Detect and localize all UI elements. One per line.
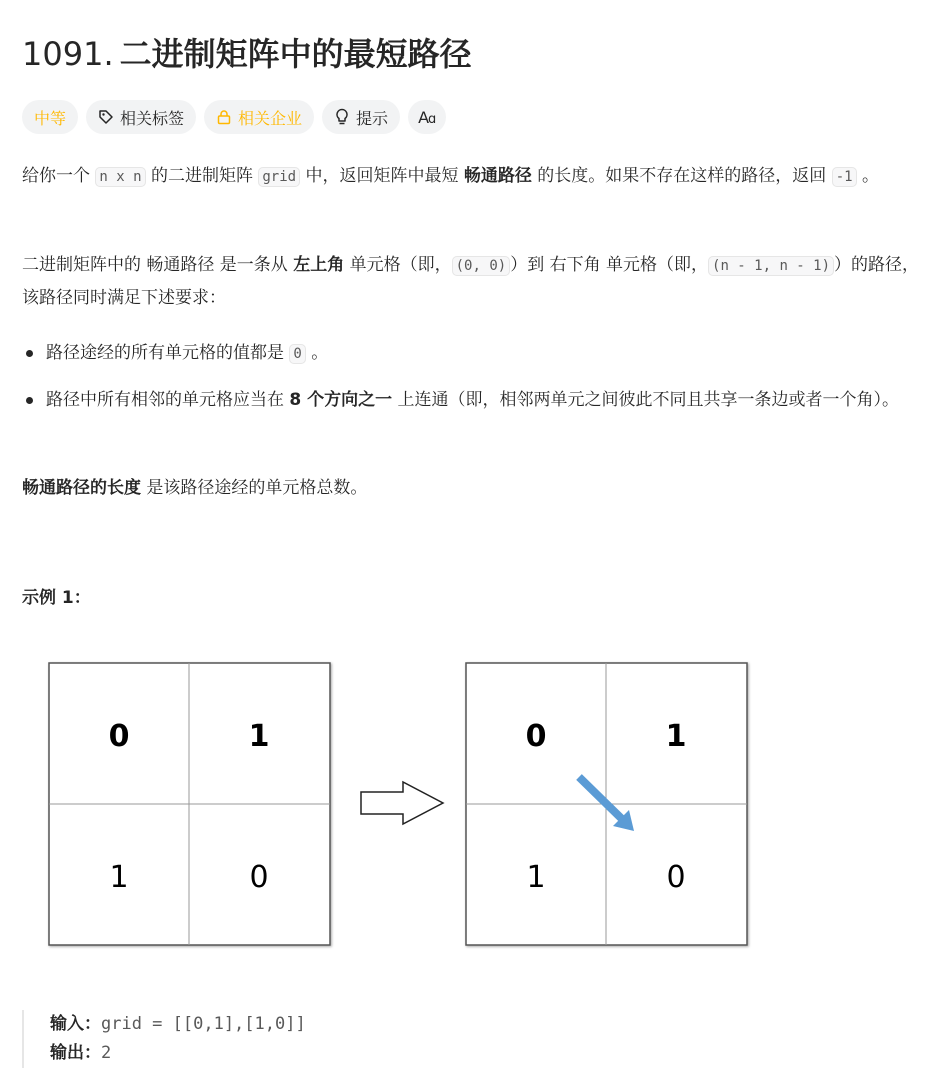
problem-number: 1091. <box>22 35 114 73</box>
translate-button[interactable] <box>408 100 446 134</box>
text: 中，返回矩阵中最短 <box>300 166 464 186</box>
input-value: grid = [[0,1],[1,0]] <box>101 1014 306 1034</box>
difficulty-label: 中等 <box>34 108 67 128</box>
output-row <box>50 1039 306 1068</box>
inline-code: (n - 1, n - 1) <box>708 256 834 276</box>
inline-code: 0 <box>289 344 305 364</box>
text: 单元格（即， <box>344 255 452 275</box>
page-title <box>22 30 472 78</box>
example-figure <box>45 660 755 956</box>
grid-cell: 0 <box>108 719 130 754</box>
inline-code: -1 <box>832 167 857 187</box>
grid-cell: 0 <box>525 719 547 754</box>
problem-name: 二进制矩阵中的最短路径 <box>119 35 472 73</box>
related-companies-button[interactable] <box>204 100 314 134</box>
text: 。 <box>305 343 329 363</box>
related-companies-label: 相关企业 <box>238 108 303 128</box>
grid-cell: 1 <box>665 719 687 754</box>
description-paragraph-3 <box>22 472 927 504</box>
grid-cell: 1 <box>526 860 546 895</box>
tag-bar <box>22 100 446 134</box>
text: 二进制矩阵中的 畅通路径 是一条从 <box>22 255 294 275</box>
grid-cell: 1 <box>248 719 270 754</box>
related-tags-label: 相关标签 <box>120 108 185 128</box>
text: 给你一个 <box>22 166 96 186</box>
grid-illustration <box>45 660 755 952</box>
text: 的二进制矩阵 <box>145 166 259 186</box>
output-label: 输出： <box>50 1043 101 1063</box>
inline-code: n x n <box>95 167 145 187</box>
hint-button[interactable] <box>322 100 400 134</box>
grid-cell: 1 <box>109 860 129 895</box>
text: 是该路径途经的单元格总数。 <box>141 478 368 498</box>
output-value: 2 <box>101 1043 112 1063</box>
bold-text: 畅通路径 <box>463 166 532 186</box>
lock-icon <box>216 109 232 125</box>
input-row <box>50 1010 306 1039</box>
input-label: 输入： <box>50 1014 101 1034</box>
grid-cell: 0 <box>249 860 269 895</box>
inline-code: grid <box>258 167 300 187</box>
related-tags-button[interactable] <box>86 100 196 134</box>
list-item <box>22 337 902 370</box>
example-io <box>22 1010 306 1068</box>
grid-cell: 0 <box>666 860 686 895</box>
right-grid <box>466 663 747 945</box>
list-item <box>22 384 902 416</box>
bold-text: 左上角 <box>293 255 345 275</box>
text: 路径中所有相邻的单元格应当在 <box>46 390 290 410</box>
text: 路径途经的所有单元格的值都是 <box>46 343 290 363</box>
text: 的长度。如果不存在这样的路径，返回 <box>531 166 832 186</box>
hint-label: 提示 <box>356 108 389 128</box>
translate-icon: A ɑ <box>418 107 437 127</box>
requirements-list <box>22 337 902 430</box>
description-paragraph-1 <box>22 160 927 193</box>
example-title: 示例 1： <box>22 588 91 608</box>
difficulty-badge[interactable] <box>22 100 78 134</box>
bold-text: 8 个方向之一 <box>289 390 393 410</box>
text: ）的路径，该路径同时满足下述要求： <box>22 255 920 308</box>
left-grid <box>49 663 330 945</box>
lightbulb-icon <box>334 108 350 126</box>
bold-text: 畅通路径的长度 <box>22 478 141 498</box>
transition-arrow-icon <box>361 782 443 824</box>
description-paragraph-2 <box>22 249 927 314</box>
text: 。 <box>856 166 879 186</box>
text: 上连通（即，相邻两单元之间彼此不同且共享一条边或者一个角）。 <box>392 390 900 410</box>
inline-code: (0, 0) <box>452 256 511 276</box>
text: ）到 右下角 单元格（即， <box>510 255 709 275</box>
tag-icon <box>98 109 114 125</box>
